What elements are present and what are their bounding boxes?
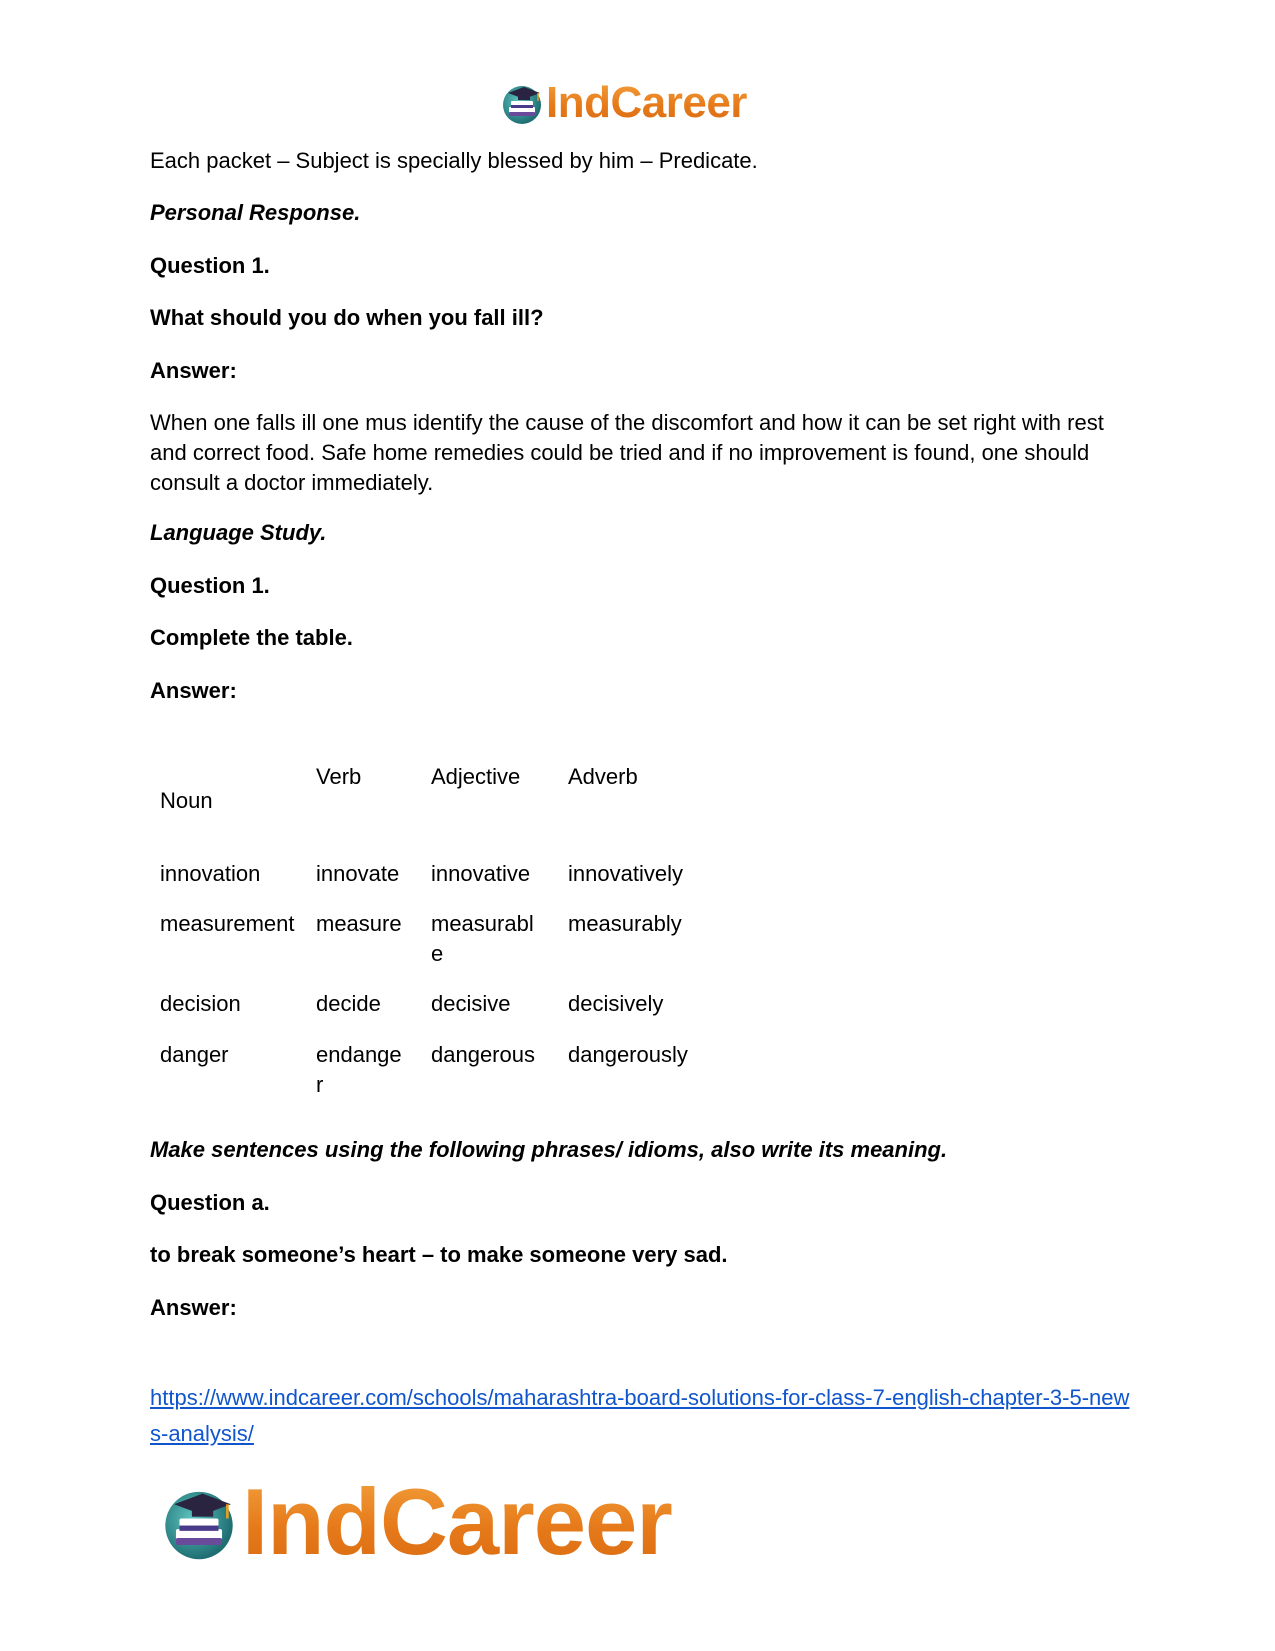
question-text: to break someone’s heart – to make someone very sad.: [150, 1242, 728, 1267]
table-cell: danger: [160, 1042, 229, 1067]
table-cell: innovate: [316, 861, 400, 886]
predicate-line: Each packet – Subject is specially blessed by him – Predicate.: [150, 148, 758, 173]
table-cell: decide: [316, 991, 381, 1016]
table-cell: endanger: [316, 1042, 402, 1097]
section-heading-language-study: Language Study.: [150, 520, 327, 545]
answer-label: Answer:: [150, 358, 237, 383]
answer-label: Answer:: [150, 1295, 237, 1320]
header-logo: [500, 78, 747, 128]
brand-name: IndCareer: [242, 1469, 672, 1574]
question-label: Question 1.: [150, 253, 270, 278]
table-cell: measure: [316, 911, 402, 936]
section-heading-phrases: Make sentences using the following phrases/ idioms, also write its meaning.: [150, 1137, 948, 1162]
question-label: Question 1.: [150, 573, 270, 598]
table-header-cell: Noun: [160, 788, 213, 813]
table-cell: decisively: [568, 991, 664, 1016]
table-cell: decisive: [431, 991, 511, 1016]
table-cell: innovative: [431, 861, 531, 886]
table-cell: dangerously: [568, 1042, 688, 1067]
question-text: What should you do when you fall ill?: [150, 305, 544, 330]
table-header-cell: Verb: [316, 764, 362, 789]
table-cell: decision: [160, 991, 241, 1016]
question-text: Complete the table.: [150, 625, 353, 650]
table-header-cell: Adjective: [431, 764, 521, 789]
table-cell: measurably: [568, 911, 682, 936]
footer-logo: [160, 1468, 672, 1576]
table-cell: innovation: [160, 861, 261, 886]
table-cell: dangerous: [431, 1042, 535, 1067]
graduation-book-globe-icon: [500, 81, 544, 125]
brand-name: IndCareer: [546, 78, 747, 127]
source-link[interactable]: https://www.indcareer.com/schools/maharashtra-board-solutions-for-class-7-english-chapter-3-5-news-analysis/: [150, 1385, 1130, 1446]
answer-paragraph: When one falls ill one mus identify the cause of the discomfort and how it can be set right with rest and correct food. Safe home remedies could be tried and if no improvement is found, one should consult a doctor immediately.: [150, 410, 1104, 495]
table-header-cell: Adverb: [568, 764, 638, 789]
table-cell: measurable: [431, 911, 534, 966]
answer-label: Answer:: [150, 678, 237, 703]
graduation-book-globe-icon: [160, 1483, 238, 1561]
section-heading-personal-response: Personal Response.: [150, 200, 361, 225]
question-label: Question a.: [150, 1190, 270, 1215]
table-cell: measurement: [160, 911, 295, 936]
table-cell: innovatively: [568, 861, 683, 886]
